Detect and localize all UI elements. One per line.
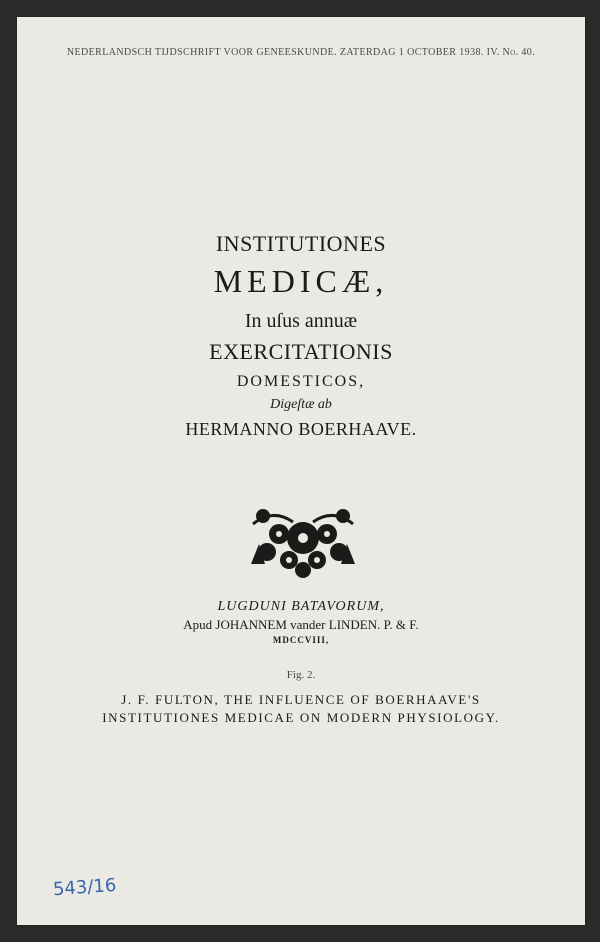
imprint-block [17, 599, 585, 645]
floral-ornament-icon [243, 504, 363, 582]
author-line: HERMANNO BOERHAAVE. [185, 419, 417, 439]
imprint-line-3: MDCCVIII, [272, 635, 330, 645]
imprint-line-1: LUGDUNI BATAVORUM, [217, 599, 385, 614]
title-block [17, 231, 585, 440]
title-line-6: Digeſtæ ab [270, 397, 332, 412]
figure-caption [17, 691, 585, 727]
title-line-3: In uſus annuæ [244, 310, 358, 332]
caption-line-1: J. F. FULTON, THE INFLUENCE OF BOERHAAVE'S [121, 692, 481, 707]
imprint-line-2: Apud JOHANNEM vander LINDEN. P. & F. [183, 617, 419, 632]
document-page [17, 17, 585, 925]
caption-line-2: INSTITUTIONES MEDICAE ON MODERN PHYSIOLOGY. [102, 710, 500, 725]
title-line-2: MEDICÆ, [213, 263, 389, 299]
title-line-1: INSTITUTIONES [215, 231, 387, 256]
figure-label: Fig. 2. [286, 669, 316, 681]
handwritten-note: 543/16 [52, 874, 117, 901]
title-line-5: DOMESTICOS, [236, 373, 366, 390]
journal-header: NEDERLANDSCH TIJDSCHRIFT VOOR GENEESKUNDE. ZATERDAG 1 OCTOBER 1938. IV. No. 40. [66, 47, 536, 58]
title-line-4: EXERCITATIONIS [209, 339, 393, 364]
